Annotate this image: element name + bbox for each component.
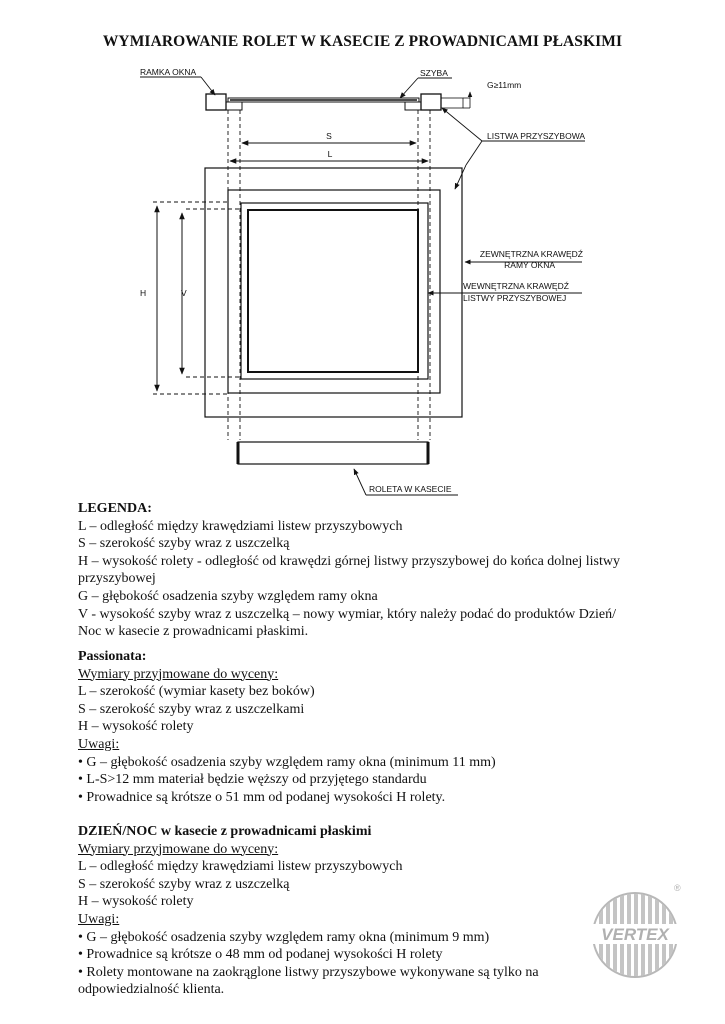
dziennoc-line: L – odległość między krawędziami listew przyszybowych [78, 859, 403, 875]
legend-line: S – szerokość szyby wraz z uszczelką [78, 536, 290, 552]
passionata-note: • L-S>12 mm materiał będzie węższy od przyjętego standardu [78, 772, 427, 788]
label-szyba: SZYBA [420, 68, 448, 78]
label-s: S [326, 131, 332, 141]
dziennoc-line: S – szerokość szyby wraz z uszczelką [78, 876, 290, 892]
label-wewn-2: LISTWY PRZYSZYBOWEJ [463, 293, 567, 303]
label-wewn-1: WEWNĘTRZNA KRAWĘDŹ [463, 281, 569, 291]
passionata-section [78, 648, 668, 806]
legend-line: przyszybowej [78, 571, 156, 587]
passionata-subheading: Wymiary przyjmowane do wyceny: [78, 666, 279, 682]
passionata-line: H – wysokość rolety [78, 719, 194, 735]
passionata-notes-heading: Uwagi: [78, 736, 120, 752]
dziennoc-note: • Prowadnice są krótsze o 48 mm od podanej wysokości H rolety [78, 947, 443, 963]
passionata-note: • G – głębokość osadzenia szyby względem ramy okna (minimum 11 mm) [78, 754, 496, 770]
dziennoc-note: odpowiedzialność klienta. [78, 982, 225, 998]
dziennoc-notes-heading: Uwagi: [78, 911, 120, 927]
legend-line: Noc w kasecie z prowadnicami płaskimi. [78, 624, 309, 640]
label-roleta: ROLETA W KASECIE [369, 484, 452, 494]
passionata-line: L – szerokość (wymiar kasety bez boków) [78, 684, 315, 700]
legend-heading: LEGENDA: [78, 501, 152, 516]
passionata-note: • Prowadnice są krótsze o 51 mm od podanej wysokości H rolety. [78, 789, 446, 805]
legend-line: G – głębokość osadzenia szyby względem ramy okna [78, 588, 378, 604]
roller-blind-cassette [238, 442, 428, 464]
legend-line: V - wysokość szyby wraz z uszczelką – nowy wymiar, który należy podać do produktów Dzień/ [78, 606, 617, 622]
label-zewn-1: ZEWNĘTRZNA KRAWĘDŹ [479, 249, 583, 259]
legend-line: L – odległość między krawędziami listew przyszybowych [78, 518, 403, 534]
vertex-logo [585, 882, 685, 982]
window-frames [205, 168, 462, 417]
legend-line: H – wysokość rolety - odległość od krawędzi górnej listwy przyszybowej do końca dolnej listwy [78, 553, 621, 569]
dziennoc-line: H – wysokość rolety [78, 894, 194, 910]
dziennoc-section [78, 823, 668, 999]
page-title: WYMIAROWANIE ROLET W KASECIE Z PROWADNICAMI PŁASKIMI [102, 33, 623, 50]
logo-registered-mark: ® [674, 883, 681, 893]
dziennoc-note: • G – głębokość osadzenia szyby względem ramy okna (minimum 9 mm) [78, 929, 490, 945]
label-h: H [140, 288, 147, 298]
label-ramka-okna: RAMKA OKNA [140, 67, 197, 77]
label-zewn-2: RAMY OKNA [504, 260, 555, 270]
label-v: V [181, 288, 187, 298]
dimension-diagram [0, 0, 725, 500]
dziennoc-note: • Rolety montowane na zaokrąglone listwy przyszybowe wykonywane są tylko na [78, 964, 539, 980]
label-listwa: LISTWA PRZYSZYBOWA [487, 131, 586, 141]
legend-section [78, 500, 668, 641]
passionata-heading: Passionata: [78, 649, 147, 664]
passionata-line: S – szerokość szyby wraz z uszczelkami [78, 701, 305, 717]
logo-text: VERTEX [601, 925, 669, 944]
cross-section [206, 92, 470, 110]
dziennoc-subheading: Wymiary przyjmowane do wyceny: [78, 841, 279, 857]
dziennoc-heading: DZIEŃ/NOC w kasecie z prowadnicami płaskimi [78, 824, 372, 839]
label-l: L [327, 149, 333, 159]
label-g: G≥11mm [487, 80, 522, 90]
